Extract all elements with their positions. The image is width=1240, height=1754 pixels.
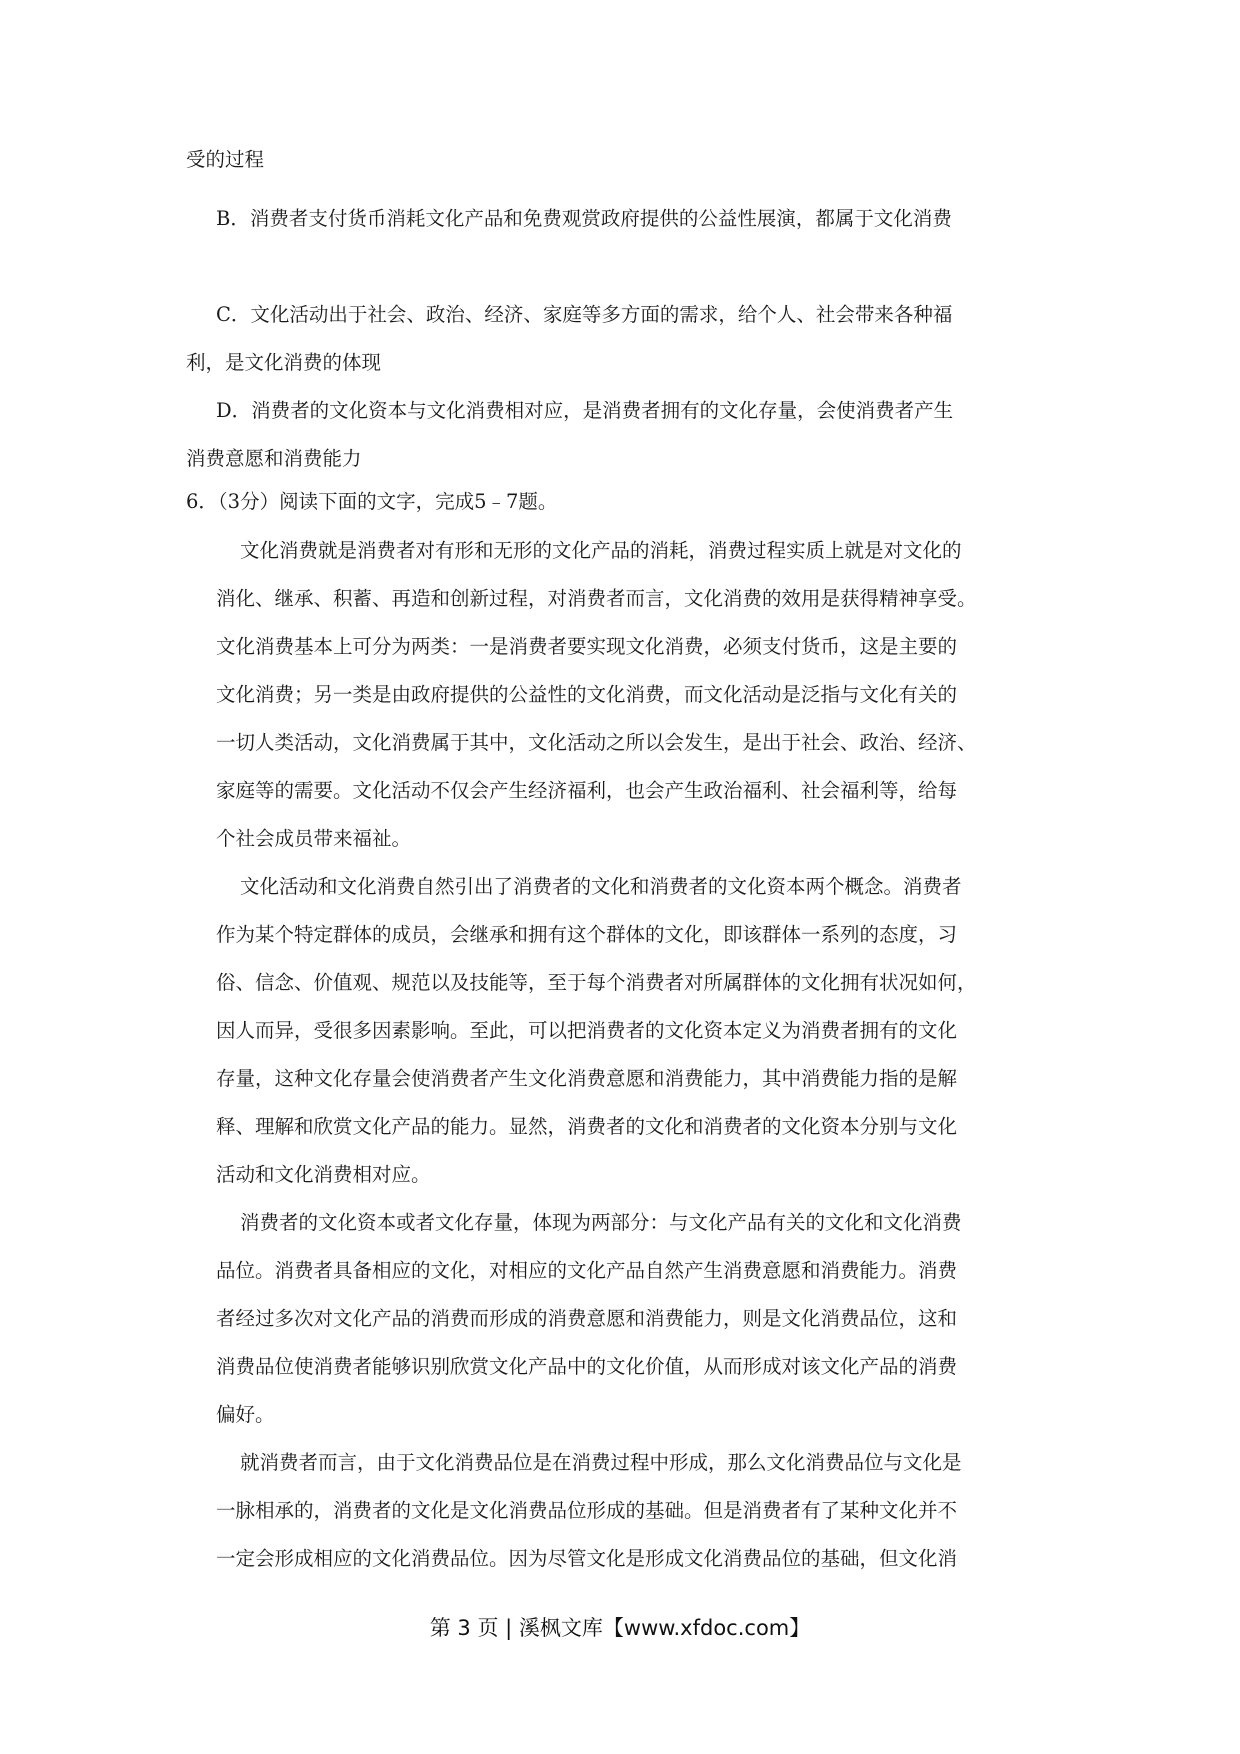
option-b: B．消费者支付货币消耗文化产品和免费观赏政府提供的公益性展演，都属于文化消费 <box>216 207 952 230</box>
passage-line: 就消费者而言，由于文化消费品位是在消费过程中形成，那么文化消费品位与文化是 <box>240 1451 962 1474</box>
passage-line: 消费品位使消费者能够识别欣赏文化产品中的文化价值，从而形成对该文化产品的消费 <box>216 1355 958 1378</box>
option-d: D．消费者的文化资本与文化消费相对应，是消费者拥有的文化存量，会使消费者产生 <box>216 399 954 422</box>
footer-site-link[interactable]: 溪枫文库【www.xfdoc.com】 <box>518 1616 811 1640</box>
footer-separator: | <box>498 1616 519 1640</box>
passage-line: 文化消费就是消费者对有形和无形的文化产品的消耗，消费过程实质上就是对文化的 <box>240 539 962 562</box>
passage-line: 一定会形成相应的文化消费品位。因为尽管文化是形成文化消费品位的基础，但文化消 <box>216 1547 958 1570</box>
passage-line: 文化消费；另一类是由政府提供的公益性的文化消费，而文化活动是泛指与文化有关的 <box>216 683 958 706</box>
question-6-header: 6．（3分）阅读下面的文字，完成5﹣7题。 <box>186 490 558 513</box>
passage-line: 者经过多次对文化产品的消费而形成的消费意愿和消费能力，则是文化消费品位，这和 <box>216 1307 958 1330</box>
page-number: 第 3 页 <box>429 1616 499 1640</box>
option-d-continuation: 消费意愿和消费能力 <box>186 447 362 470</box>
passage-line: 作为某个特定群体的成员，会继承和拥有这个群体的文化，即该群体一系列的态度，习 <box>216 923 958 946</box>
passage-line: 活动和文化消费相对应。 <box>216 1163 431 1186</box>
page-footer <box>0 1612 1240 1642</box>
passage-line: 文化活动和文化消费自然引出了消费者的文化和消费者的文化资本两个概念。消费者 <box>240 875 962 898</box>
passage-line: 俗、信念、价值观、规范以及技能等，至于每个消费者对所属群体的文化拥有状况如何， <box>216 971 977 994</box>
passage-line: 偏好。 <box>216 1403 275 1426</box>
option-c: C．文化活动出于社会、政治、经济、家庭等多方面的需求，给个人、社会带来各种福 <box>216 303 953 326</box>
passage-line: 释、理解和欣赏文化产品的能力。显然，消费者的文化和消费者的文化资本分别与文化 <box>216 1115 958 1138</box>
option-a-continuation: 受的过程 <box>186 148 265 171</box>
passage-line: 个社会成员带来福祉。 <box>216 827 412 850</box>
passage-line: 一切人类活动，文化消费属于其中，文化活动之所以会发生，是出于社会、政治、经济、 <box>216 731 977 754</box>
passage-line: 存量，这种文化存量会使消费者产生文化消费意愿和消费能力，其中消费能力指的是解 <box>216 1067 958 1090</box>
passage-line: 文化消费基本上可分为两类：一是消费者要实现文化消费，必须支付货币，这是主要的 <box>216 635 958 658</box>
passage-line: 家庭等的需要。文化活动不仅会产生经济福利，也会产生政治福利、社会福利等，给每 <box>216 779 958 802</box>
passage-line: 品位。消费者具备相应的文化，对相应的文化产品自然产生消费意愿和消费能力。消费 <box>216 1259 958 1282</box>
passage-line: 因人而异，受很多因素影响。至此，可以把消费者的文化资本定义为消费者拥有的文化 <box>216 1019 958 1042</box>
passage-line: 消费者的文化资本或者文化存量，体现为两部分：与文化产品有关的文化和文化消费 <box>240 1211 962 1234</box>
passage-line: 一脉相承的，消费者的文化是文化消费品位形成的基础。但是消费者有了某种文化并不 <box>216 1499 958 1522</box>
passage-line: 消化、继承、积蓄、再造和创新过程，对消费者而言，文化消费的效用是获得精神享受。 <box>216 587 977 610</box>
option-c-continuation: 利，是文化消费的体现 <box>186 351 382 374</box>
